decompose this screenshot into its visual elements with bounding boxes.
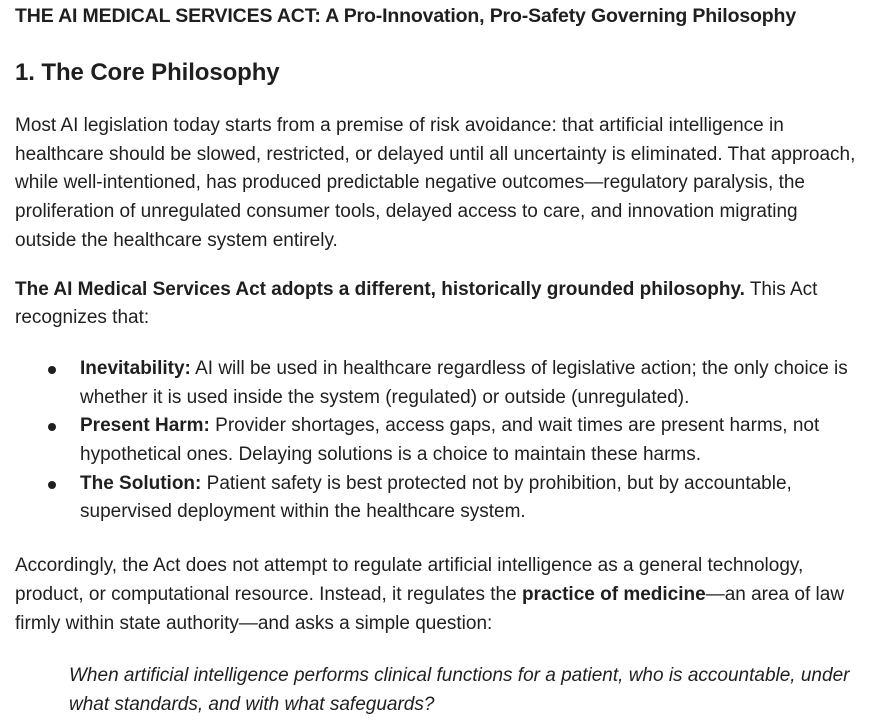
list-item-solution xyxy=(80,470,857,527)
key-question-quote: When artificial intelligence performs clinical functions for a patient, who is accountable, under what standards, and with what safeguards? xyxy=(69,665,850,715)
bullet-dot-icon xyxy=(48,423,56,431)
paragraph-risk-avoidance: Most AI legislation today starts from a premise of risk avoidance: that artificial intelligence in healthcare should be slowed, restricted, or delayed until all uncertainty is eliminated. That approach, while well-intentioned, has produced predictable negative outcomes—regulatory paralysis, the proliferation of unregulated consumer tools, delayed access to care, and innovation migrating outside the healthcare system entirely. xyxy=(15,115,856,251)
paragraph-practice-end: —an area of law firmly within state authority—and asks a simple question: xyxy=(15,583,845,634)
bullet-term: The Solution: xyxy=(80,472,202,494)
bullet-text: Provider shortages, access gaps, and wait times are present harms, not hypothetical ones. Delaying solutions is a choice to maintain these harms. xyxy=(80,415,820,466)
section-heading: 1. The Core Philosophy xyxy=(15,59,280,86)
bullet-term: Inevitability: xyxy=(80,357,191,379)
list-item-present-harm xyxy=(80,412,857,469)
document-title: THE AI MEDICAL SERVICES ACT: A Pro-Innovation, Pro-Safety Governing Philosophy xyxy=(15,5,797,27)
bullet-dot-icon xyxy=(48,481,56,489)
paragraph-philosophy-rest: This Act recognizes that: xyxy=(15,278,818,329)
paragraph-practice-of-medicine xyxy=(15,552,857,638)
bullet-dot-icon xyxy=(48,366,56,374)
bullet-text: Patient safety is best protected not by prohibition, but by accountable, supervised deployment within the healthcare system. xyxy=(80,472,792,523)
paragraph-philosophy xyxy=(15,276,857,333)
principles-list xyxy=(15,355,857,527)
bullet-text: AI will be used in healthcare regardless of legislative action; the only choice is whether it is used inside the system (regulated) or outside (unregulated). xyxy=(80,357,848,408)
paragraph-philosophy-bold: The AI Medical Services Act adopts a different, historically grounded philosophy. xyxy=(15,278,745,300)
paragraph-practice-bold: practice of medicine xyxy=(521,583,706,605)
list-item-inevitability xyxy=(80,355,857,412)
bullet-term: Present Harm: xyxy=(80,415,210,437)
paragraph-practice-start: Accordingly, the Act does not attempt to regulate artificial intelligence as a general technology, product, or computational resource. Instead, it regulates the xyxy=(15,555,804,605)
